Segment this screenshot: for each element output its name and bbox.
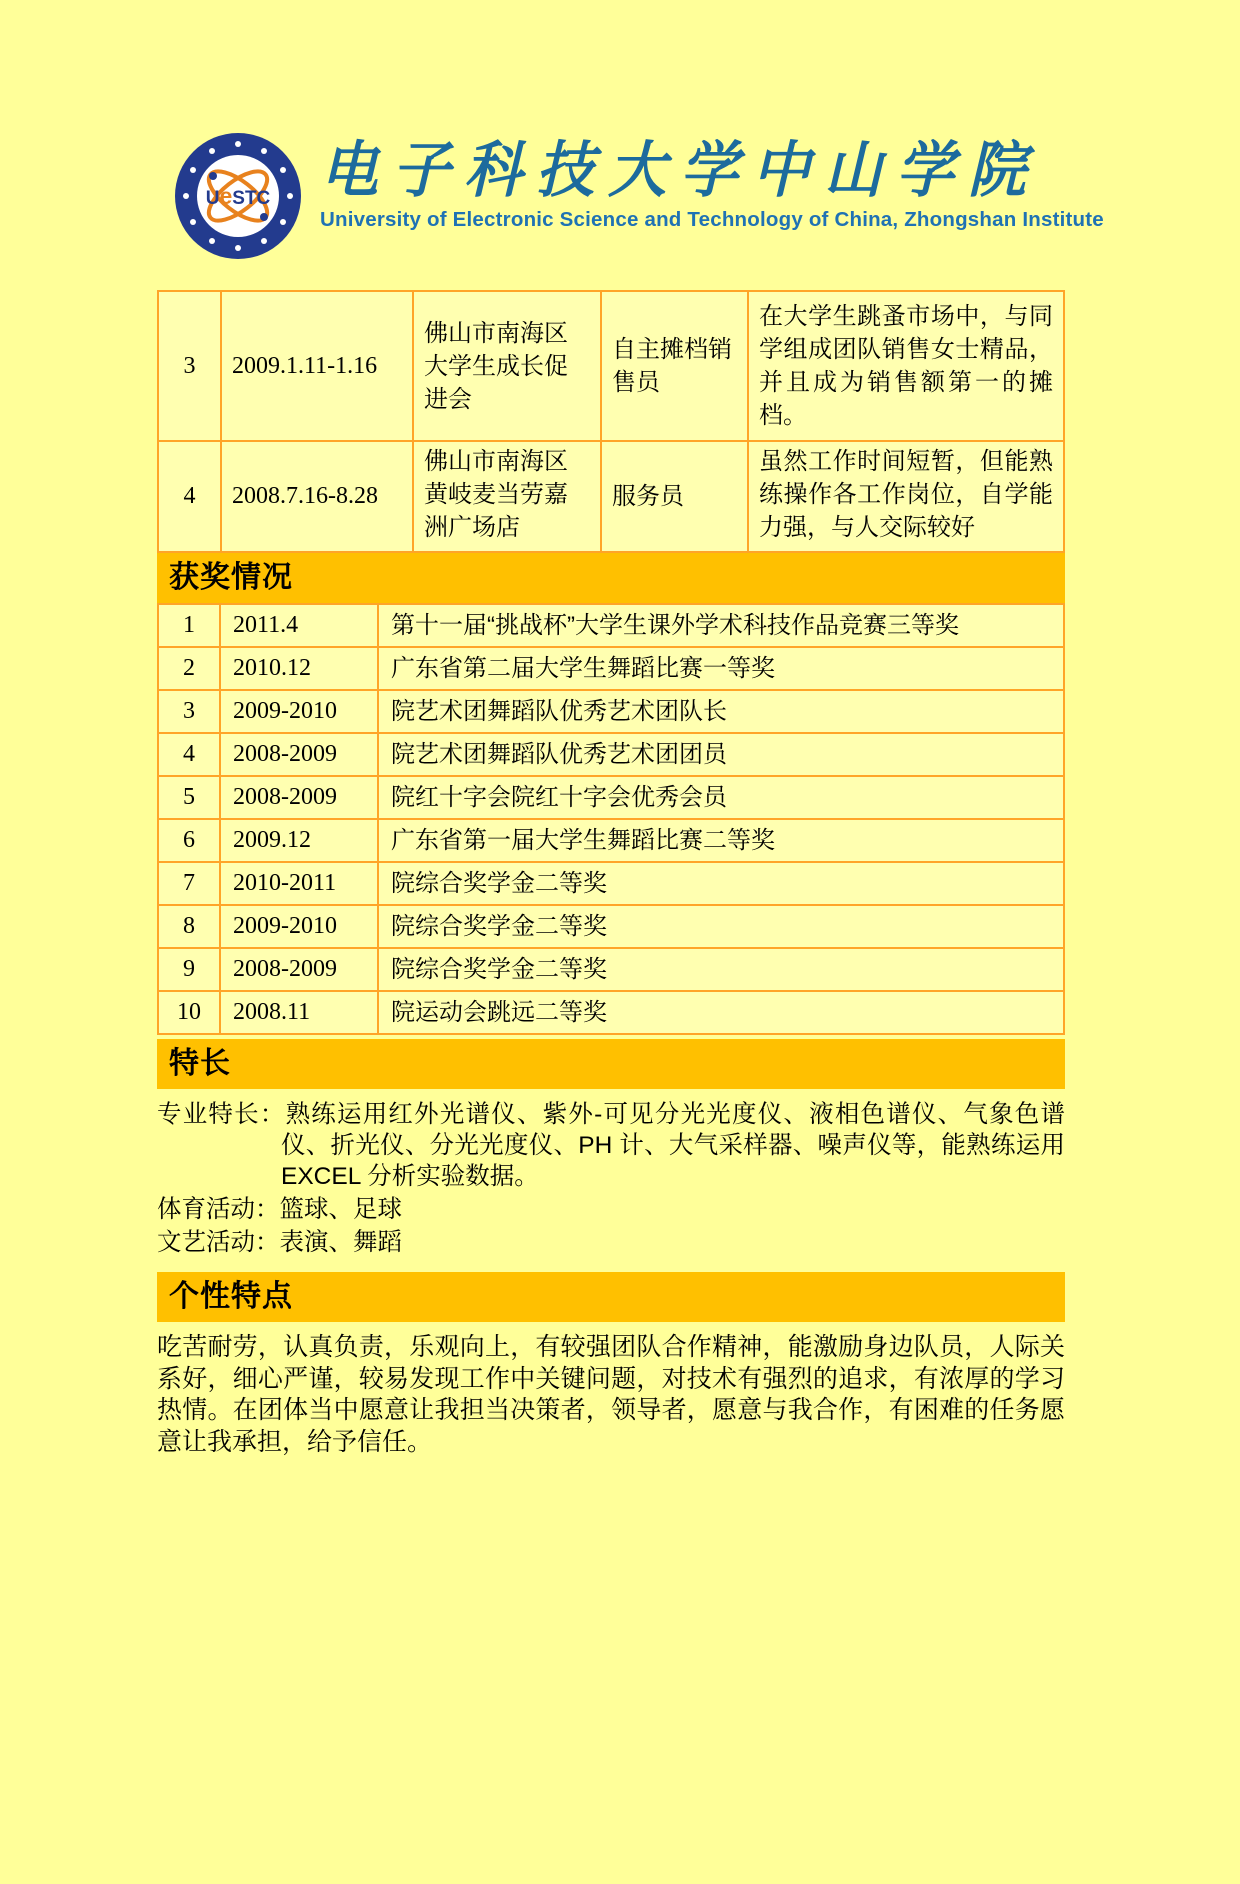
specialties-section bbox=[157, 1089, 1065, 1266]
work-description: 在大学生跳蚤市场中，与同学组成团队销售女士精品，并且成为销售额第一的摊档。 bbox=[748, 291, 1064, 441]
award-date: 2010-2011 bbox=[220, 862, 378, 905]
award-description: 院综合奖学金二等奖 bbox=[378, 905, 1064, 948]
specialty-text: 表演、舞蹈 bbox=[279, 1229, 402, 1256]
award-date: 2009-2010 bbox=[220, 905, 378, 948]
award-description: 院艺术团舞蹈队优秀艺术团队长 bbox=[378, 690, 1064, 733]
award-date: 2008-2009 bbox=[220, 948, 378, 991]
award-date: 2008-2009 bbox=[220, 733, 378, 776]
award-description: 第十一届“挑战杯”大学生课外学术科技作品竞赛三等奖 bbox=[378, 604, 1064, 647]
specialty-text: 篮球、足球 bbox=[279, 1196, 402, 1223]
award-number: 5 bbox=[158, 776, 220, 819]
svg-text:UeSTC: UeSTC bbox=[205, 183, 271, 209]
award-row bbox=[158, 733, 1064, 776]
award-number: 9 bbox=[158, 948, 220, 991]
award-description: 院红十字会院红十字会优秀会员 bbox=[378, 776, 1064, 819]
specialty-label: 专业特长： bbox=[157, 1101, 286, 1128]
award-date: 2008-2009 bbox=[220, 776, 378, 819]
university-name-english: University of Electronic Science and Technology of China, Zhongshan Institute bbox=[320, 207, 1104, 231]
award-date: 2009.12 bbox=[220, 819, 378, 862]
resume-content bbox=[157, 290, 1065, 1458]
award-row bbox=[158, 948, 1064, 991]
award-row bbox=[158, 819, 1064, 862]
award-description: 院艺术团舞蹈队优秀艺术团团员 bbox=[378, 733, 1064, 776]
uestc-logo bbox=[172, 130, 304, 262]
award-description: 广东省第二届大学生舞蹈比赛一等奖 bbox=[378, 647, 1064, 690]
award-description: 院运动会跳远二等奖 bbox=[378, 991, 1064, 1034]
work-position: 自主摊档销售员 bbox=[601, 291, 748, 441]
award-row bbox=[158, 647, 1064, 690]
award-date: 2009-2010 bbox=[220, 690, 378, 733]
specialty-professional bbox=[157, 1099, 1065, 1192]
award-row bbox=[158, 905, 1064, 948]
award-description: 院综合奖学金二等奖 bbox=[378, 948, 1064, 991]
award-number: 6 bbox=[158, 819, 220, 862]
work-experience-table bbox=[157, 290, 1065, 553]
award-description: 广东省第一届大学生舞蹈比赛二等奖 bbox=[378, 819, 1064, 862]
work-description: 虽然工作时间短暂，但能熟练操作各工作岗位，自学能力强，与人交际较好 bbox=[748, 441, 1064, 552]
award-number: 3 bbox=[158, 690, 220, 733]
work-number: 3 bbox=[158, 291, 221, 441]
award-row bbox=[158, 690, 1064, 733]
work-number: 4 bbox=[158, 441, 221, 552]
work-position: 服务员 bbox=[601, 441, 748, 552]
award-number: 10 bbox=[158, 991, 220, 1034]
work-date: 2009.1.11-1.16 bbox=[221, 291, 413, 441]
specialty-sports bbox=[157, 1194, 1065, 1225]
personality-text: 吃苦耐劳，认真负责，乐观向上，有较强团队合作精神，能激励身边队员，人际关系好，细心严谨，较易发现工作中关键问题，对技术有强烈的追求，有浓厚的学习热情。在团体当中愿意让我担当决策者，领导者，愿意与我合作，有困难的任务愿意让我承担，给予信任。 bbox=[157, 1333, 1065, 1456]
uestc-emblem-icon bbox=[172, 130, 304, 262]
award-date: 2010.12 bbox=[220, 647, 378, 690]
award-number: 2 bbox=[158, 647, 220, 690]
work-row-4 bbox=[158, 441, 1064, 552]
award-date: 2008.11 bbox=[220, 991, 378, 1034]
awards-table bbox=[157, 603, 1065, 1035]
award-number: 7 bbox=[158, 862, 220, 905]
award-description: 院综合奖学金二等奖 bbox=[378, 862, 1064, 905]
award-row bbox=[158, 776, 1064, 819]
section-header-personality: 个性特点 bbox=[157, 1272, 1065, 1322]
award-date: 2011.4 bbox=[220, 604, 378, 647]
title-block bbox=[320, 130, 1104, 232]
work-row-3 bbox=[158, 291, 1064, 441]
work-organization: 佛山市南海区大学生成长促进会 bbox=[413, 291, 601, 441]
work-date: 2008.7.16-8.28 bbox=[221, 441, 413, 552]
specialty-arts bbox=[157, 1227, 1065, 1258]
award-number: 4 bbox=[158, 733, 220, 776]
award-number: 1 bbox=[158, 604, 220, 647]
work-organization: 佛山市南海区黄岐麦当劳嘉洲广场店 bbox=[413, 441, 601, 552]
specialty-label: 体育活动： bbox=[157, 1196, 280, 1223]
section-header-specialties: 特长 bbox=[157, 1039, 1065, 1089]
specialty-label: 文艺活动： bbox=[157, 1229, 280, 1256]
university-header bbox=[172, 130, 1104, 262]
award-row bbox=[158, 862, 1064, 905]
section-header-awards: 获奖情况 bbox=[157, 553, 1065, 603]
award-number: 8 bbox=[158, 905, 220, 948]
award-row bbox=[158, 991, 1064, 1034]
university-name-calligraphy: 电子科技大学中山学院 bbox=[320, 136, 1041, 205]
specialty-text: 熟练运用红外光谱仪、紫外-可见分光光度仪、液相色谱仪、气象色谱仪、折光仪、分光光度仪、PH 计、大气采样器、噪声仪等，能熟练运用 EXCEL 分析实验数据。 bbox=[281, 1101, 1066, 1190]
award-row bbox=[158, 604, 1064, 647]
